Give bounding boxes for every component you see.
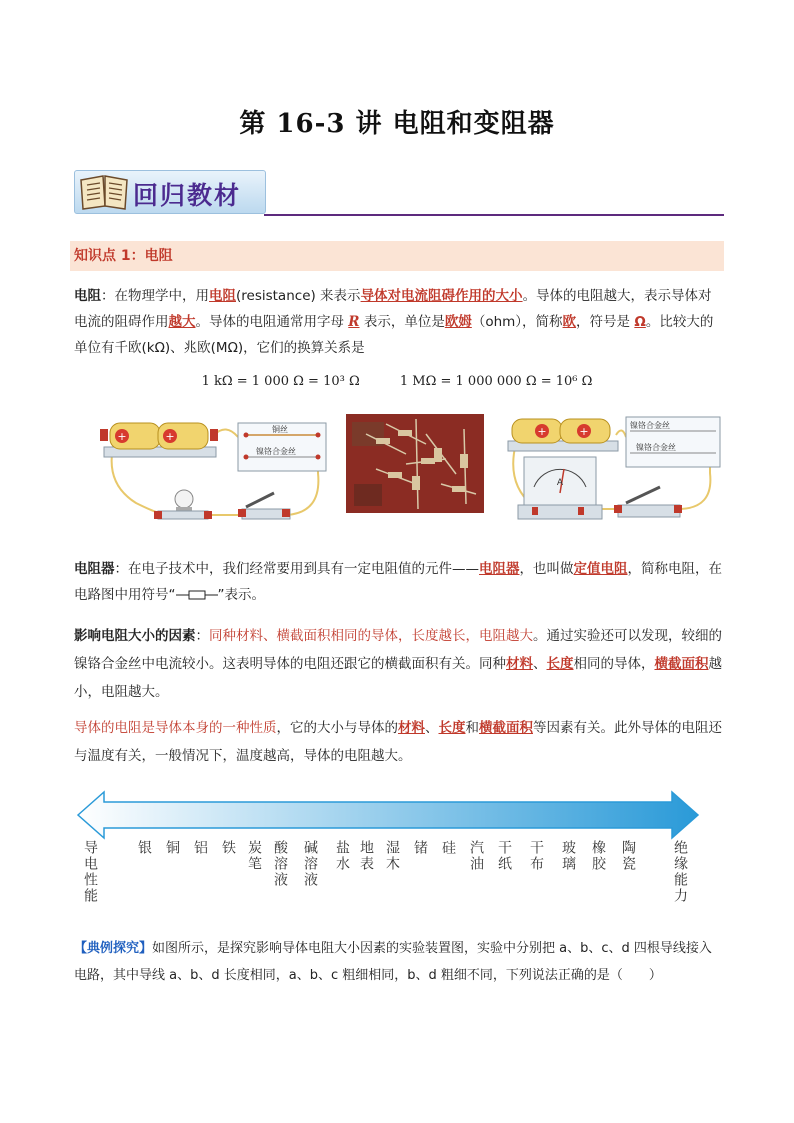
scale-label: 绝缘能力 bbox=[672, 840, 688, 904]
svg-text:+: + bbox=[117, 430, 127, 443]
scale-label: 碱溶液 bbox=[302, 840, 318, 888]
example-question bbox=[74, 935, 724, 989]
scale-label: 炭笔 bbox=[246, 840, 262, 872]
unit-conversion-formula bbox=[0, 374, 794, 389]
wire-label-3: 镍铬合金丝 bbox=[630, 421, 670, 430]
section-banner bbox=[74, 170, 724, 220]
scale-label: 盐水 bbox=[334, 840, 350, 872]
svg-text:+: + bbox=[537, 425, 547, 438]
paragraph-resistor: 电阻器：在电子技术中，我们经常要用到具有一定电阻值的元件——电阻器，也叫做定值电阻，简称电阻，在电路图中用符号“ ”表示。 bbox=[74, 561, 722, 603]
scale-label: 玻璃 bbox=[560, 840, 576, 872]
scale-label: 硅 bbox=[440, 840, 456, 856]
banner-underline bbox=[264, 214, 724, 216]
scale-label: 干布 bbox=[528, 840, 544, 872]
scale-label: 橡胶 bbox=[590, 840, 606, 872]
wire-label-2: 镍铬合金丝 bbox=[256, 447, 296, 456]
wire-label-4: 镍铬合金丝 bbox=[636, 443, 676, 452]
scale-label: 湿木 bbox=[384, 840, 400, 872]
page-title: 第 16-3 讲 电阻和变阻器 bbox=[239, 109, 555, 139]
scale-label: 汽油 bbox=[468, 840, 484, 872]
scale-label: 干纸 bbox=[496, 840, 512, 872]
banner-box bbox=[74, 170, 266, 214]
material-scale-labels bbox=[80, 840, 720, 920]
scale-label: 导电性能 bbox=[82, 840, 98, 904]
resistors-photo bbox=[346, 414, 484, 513]
book-icon bbox=[77, 172, 133, 212]
paragraph-resistance: 电阻：在物理学中，用电阻(resistance) 来表示导体对电流阻碍作用的大小。导体的电阻越大，表示导体对电流的阻碍作用越大。导体的电阻通常用字母 R 表示，单位是欧姆（ohm），简称欧，符号是 Ω。比较大的单位有千欧(kΩ)、兆欧(MΩ)，它们的换算关系是 bbox=[74, 288, 714, 356]
term-resistance: 电阻 bbox=[74, 288, 101, 304]
paragraph-factors: 影响电阻大小的因素：同种材料、横截面积相同的导体，长度越长，电阻越大。通过实验还可以发现，较细的镍铬合金丝中电流较小。这表明导体的电阻还跟它的横截面积有关。同种材料、长度相同的导体，横截面积越小，电阻越大。 bbox=[74, 628, 722, 700]
scale-label: 酸溶液 bbox=[272, 840, 288, 888]
svg-text:+: + bbox=[165, 430, 175, 443]
conductivity-scale-arrow bbox=[76, 790, 702, 840]
scale-label: 银 bbox=[136, 840, 152, 856]
example-text: 如图所示，是探究影响导体电阻大小因素的实验装置图，实验中分别把 a、b、c、d 四根导线接入电路，其中导线 a、b、d 长度相同，a、b、c 粗细相同，b、d 粗细不同，下列说法正确的是（ ） bbox=[74, 941, 712, 983]
circuit-diagram-copper bbox=[96, 413, 332, 523]
svg-text:A: A bbox=[556, 478, 564, 488]
scale-label: 锗 bbox=[412, 840, 428, 856]
formula-mohm: 1 MΩ = 1 000 000 Ω = 10⁶ Ω bbox=[399, 374, 593, 389]
scale-label: 地表 bbox=[358, 840, 374, 872]
scale-label: 铝 bbox=[192, 840, 208, 856]
circuit-diagram-ammeter bbox=[502, 413, 724, 523]
formula-kohm: 1 kΩ = 1 000 Ω = 10³ Ω bbox=[201, 374, 360, 389]
svg-text:+: + bbox=[579, 425, 589, 438]
resistor-symbol-icon bbox=[176, 590, 218, 600]
scale-label: 铜 bbox=[164, 840, 180, 856]
scale-label: 陶瓷 bbox=[620, 840, 636, 872]
knowledge-point-header: 知识点 1：电阻 bbox=[70, 241, 724, 271]
banner-title: 回归教材 bbox=[133, 181, 242, 210]
wire-label-1: 铜丝 bbox=[272, 425, 288, 434]
paragraph-property: 导体的电阻是导体本身的一种性质，它的大小与导体的材料、长度和横截面积等因素有关。此外导体的电阻还与温度有关，一般情况下，温度越高，导体的电阻越大。 bbox=[74, 720, 722, 764]
example-tag: 【典例探究】 bbox=[74, 941, 153, 956]
scale-label: 铁 bbox=[220, 840, 236, 856]
